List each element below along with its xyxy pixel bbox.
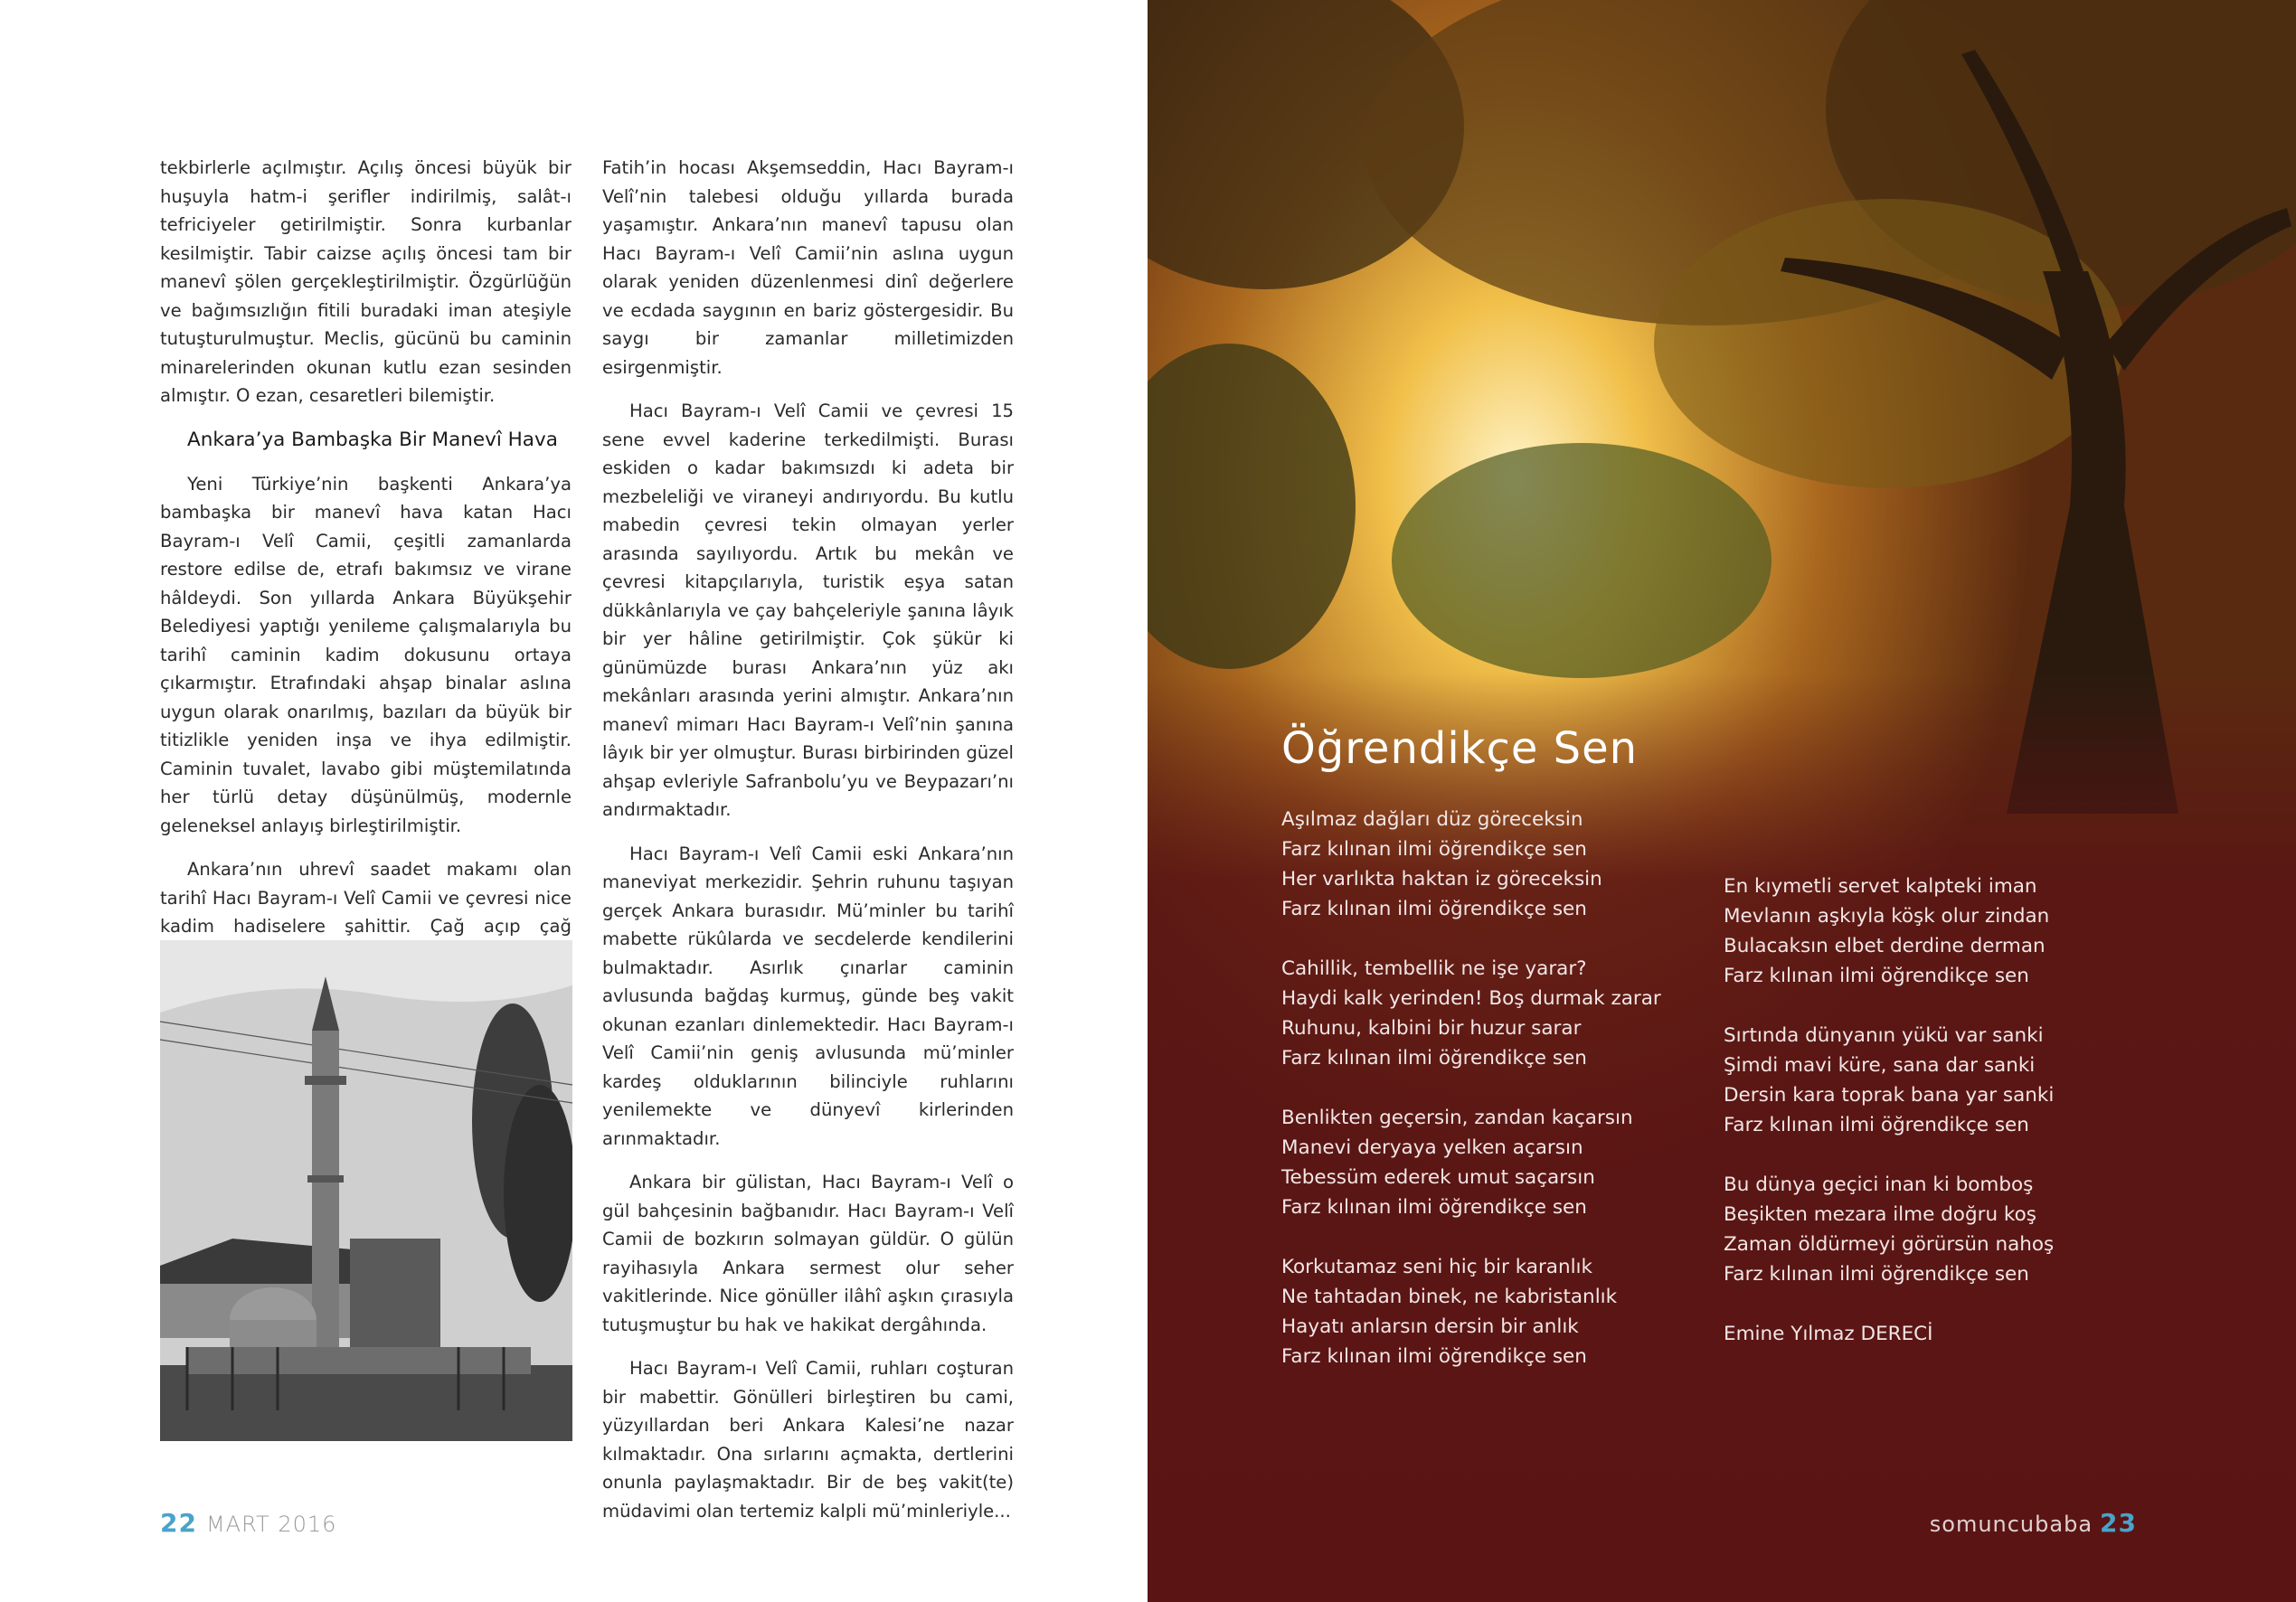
verse-line: Bulacaksın elbet derdine derman <box>1724 935 2046 957</box>
poem-column-2 <box>1724 872 2121 1349</box>
paragraph: Ankara bir gülistan, Hacı Bayram-ı Velî o gül bahçesinin bağbanıdır. Hacı Bayram-ı Velî Camii de bozkırın solmayan güldür. O gülün rayihasıyla Ankara sermest olur seher vakitlerinde. Nice gönüller ilâhî aşkın çırasıyla tutuşmuştur bu hak ve hakikat dergâhında. <box>602 1172 1014 1335</box>
verse-line: Sırtında dünyanın yükü var sanki <box>1724 1024 2044 1047</box>
verse-line: Manevi deryaya yelken açarsın <box>1281 1136 1583 1159</box>
verse-line: Farz kılınan ilmi öğrendikçe sen <box>1724 1114 2029 1136</box>
poem-column-1 <box>1281 805 1679 1401</box>
verse-line: Farz kılınan ilmi öğrendikçe sen <box>1281 1345 1587 1368</box>
verse-line: Dersin kara toprak bana yar sanki <box>1724 1084 2055 1107</box>
stanza <box>1281 1103 1679 1222</box>
section-heading: Ankara’ya Bambaşka Bir Manevî Hava <box>187 428 558 451</box>
poem-author: Emine Yılmaz DERECİ <box>1724 1323 1933 1345</box>
verse-line: Farz kılınan ilmi öğrendikçe sen <box>1281 898 1587 920</box>
verse-line: Her varlıkta haktan iz göreceksin <box>1281 868 1602 891</box>
issue-date: MART 2016 <box>205 1512 337 1537</box>
page-number: 23 <box>2100 1508 2137 1538</box>
verse-line: Ruhunu, kalbini bir huzur sarar <box>1281 1017 1582 1040</box>
magazine-brand: somuncubaba <box>1929 1512 2093 1537</box>
verse-line: En kıymetli servet kalpteki iman <box>1724 875 2037 898</box>
page-number: 22 <box>160 1508 197 1538</box>
verse-line: Farz kılınan ilmi öğrendikçe sen <box>1281 1047 1587 1070</box>
verse-line: Şimdi mavi küre, sana dar sanki <box>1724 1054 2036 1077</box>
verse-line: Tebessüm ederek umut saçarsın <box>1281 1166 1595 1189</box>
stanza <box>1281 1252 1679 1371</box>
verse-line: Cahillik, tembellik ne işe yarar? <box>1281 957 1587 980</box>
verse-line: Hayatı anlarsın dersin bir anlık <box>1281 1315 1579 1338</box>
verse-line: Farz kılınan ilmi öğrendikçe sen <box>1724 965 2029 987</box>
verse-line: Zaman öldürmeyi görürsün nahoş <box>1724 1233 2055 1256</box>
stanza <box>1281 954 1679 1073</box>
verse-line: Farz kılınan ilmi öğrendikçe sen <box>1281 838 1587 861</box>
paragraph: Hacı Bayram-ı Velî Camii ve çevresi 15 sene evvel kaderine terkedilmişti. Burası eskiden o kadar bakımsızdı ki adeta bir mezbeleliği ve viraneyi andırıyordu. Bu kutlu mabedin çevresi tekin olmayan yerler arasında sayılıyordu. Artık bu mekân ve çevresi kitapçılarıyla, turistik eşya satan dükkânlarıyla ve çay bahçeleriyle şanına lâyık bir yer hâline getirilmiştir. Çok şükür ki günümüzde burası Ankara’nın yüz akı mekânları arasında yerini almıştır. Ankara’nın manevî mimarı Hacı Bayram-ı Velî’nin şanına lâyık bir yer olmuştur. Burası birbirinden güzel ahşap evleriyle Safranbolu’yu ve Beypazarı’nı andırmaktadır. <box>602 400 1014 820</box>
verse-line: Bu dünya geçici inan ki bomboş <box>1724 1173 2034 1196</box>
right-page <box>1148 0 2296 1602</box>
page-folio-right <box>1930 1508 2137 1538</box>
verse-line: Farz kılınan ilmi öğrendikçe sen <box>1281 1196 1587 1219</box>
mosque-photo-illustration <box>160 940 572 1441</box>
verse-line: Haydi kalk yerinden! Boş durmak zarar <box>1281 987 1661 1010</box>
stanza <box>1724 1021 2121 1140</box>
stanza <box>1724 1170 2121 1289</box>
paragraph: Yeni Türkiye’nin başkenti Ankara’ya bambaşka bir manevî hava katan Hacı Bayram-ı Velî Camii, çeşitli zamanlarda restore edilse de, etrafı bakımsız ve virane hâldeydi. Son yıllarda Ankara Büyükşehir Belediyesi yaptığı yenileme çalışmalarıyla bu tarihî caminin kadim dokusunu ortaya çıkarmıştır. Etrafındaki ahşap binalar aslına uygun olarak onarılmış, bazıları da büyük bir titizlikle yeniden inşa ve ihya edilmiştir. Caminin tuvalet, lavabo gibi müştemilatında her türlü detay düşünülmüş, modernle geleneksel anlayış birleştirilmiştir. <box>160 473 572 836</box>
article-column-1 <box>160 154 572 985</box>
verse-line: Beşikten mezara ilme doğru koş <box>1724 1203 2036 1226</box>
paragraph: Ankara’nın uhrevî saadet makamı olan tarihî Hacı Bayram-ı Velî Camii ve çevresi nice kadim hadiselere şahittir. Çağ açıp çağ <box>160 859 572 937</box>
paragraph: Hacı Bayram-ı Velî Camii, ruhları coşturan bir mabettir. Gönülleri birleştiren bu cami, yüzyıllardan beri Ankara Kalesi’ne nazar kılmaktadır. Ona sırlarını açmakta, dertlerini onunla paylaşmaktadır. Bir de beş vakit(te) müdavimi olan tertemiz kalpli mü’minleriyle... <box>602 1358 1014 1522</box>
verse-line: Ne tahtadan binek, ne kabristanlık <box>1281 1286 1618 1308</box>
verse-line: Benlikten geçersin, zandan kaçarsın <box>1281 1107 1633 1129</box>
stanza <box>1281 805 1679 924</box>
verse-line: Mevlanın aşkıyla köşk olur zindan <box>1724 905 2050 928</box>
paragraph: Hacı Bayram-ı Velî Camii eski Ankara’nın maneviyat merkezidir. Şehrin ruhunu taşıyan gerçek Ankara burasıdır. Mü’minler bu tarihî mabette rükûlarda ve secdelerde kendilerini bulmaktadır. Asırlık çınarlar caminin avlusunda bağdaş kurmuş, günde beş vakit okunan ezanları dinlemektedir. Hacı Bayram-ı Velî Camii’nin geniş avlusunda mü’minler kardeş olduklarının bilinciyle ruhlarını yenilemekte ve dünyevî kirlerinden arınmaktadır. <box>602 843 1014 1149</box>
poem-title: Öğrendikçe Sen <box>1281 723 1639 774</box>
verse-line: Korkutamaz seni hiç bir karanlık <box>1281 1256 1592 1278</box>
stanza <box>1724 872 2121 991</box>
page-folio-left <box>160 1508 336 1538</box>
mosque-photo <box>160 940 572 1441</box>
paragraph: Fatih’in hocası Akşemseddin, Hacı Bayram-ı Velî’nin talebesi olduğu yıllarda burada yaşamıştır. Ankara’nın manevî tapusu olan Hacı Bayram-ı Velî Camii’nin aslına uygun olarak yeniden düzenlenmesi dinî değerlere ve ecdada saygının en bariz göstergesidir. Bu saygı bir zamanlar milletimizden esirgenmiştir. <box>602 157 1014 378</box>
verse-line: Aşılmaz dağları düz göreceksin <box>1281 808 1583 831</box>
article-column-2 <box>602 154 1014 1541</box>
paragraph: tekbirlerle açılmıştır. Açılış öncesi büyük bir huşuyla hatm-i şerifler indirilmiş, salât-ı tefriciyeler getirilmiştir. Sonra kurbanlar kesilmiştir. Tabir caizse açılış öncesi tam bir manevî şölen gerçekleştirilmiştir. Özgürlüğün ve bağımsızlığın fitili buradaki iman ateşiyle tutuşturulmuştur. Meclis, gücünü bu caminin minarelerinden okunan kutlu ezan sesinden almıştır. O ezan, cesaretleri bilemiştir. <box>160 157 572 406</box>
verse-line: Farz kılınan ilmi öğrendikçe sen <box>1724 1263 2029 1286</box>
